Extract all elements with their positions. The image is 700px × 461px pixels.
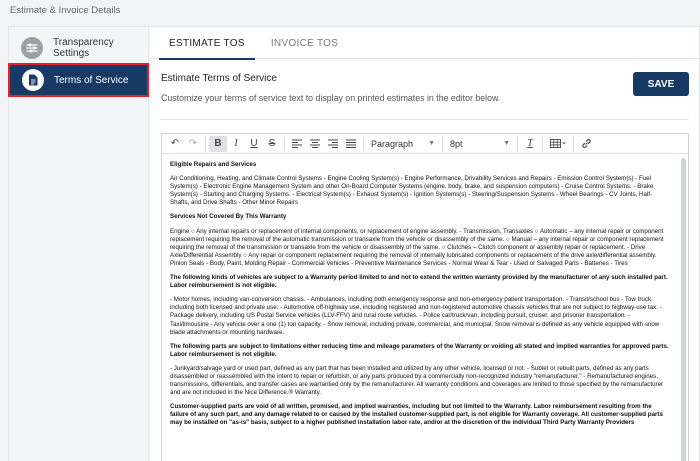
tos-heading-customer-parts: Customer-supplied parts are void of all written, promised, and implied warranties, including but not limited to the Warranty. Labor reimbursement resulting from the failure of any such part, and any damage related to or caused by the installed customer-supplied part, is not eligible for Warranty coverage. All customer-supplied parts may be installed on "as-is" basis, subject to a higher published installation labor rate, and/or at the discretion of the individual Third Party Warranty Providers bbox=[170, 403, 663, 427]
rich-text-editor bbox=[161, 133, 689, 461]
chevron-down-icon: ▼ bbox=[503, 140, 510, 147]
section-title: Estimate Terms of Service bbox=[161, 73, 277, 84]
italic-icon[interactable]: I bbox=[234, 138, 238, 149]
toolbar-separator bbox=[542, 137, 543, 151]
toolbar-separator bbox=[363, 137, 364, 151]
settings-panel bbox=[8, 26, 700, 461]
document-icon bbox=[22, 69, 44, 91]
sidebar-item-transparency-settings[interactable] bbox=[9, 31, 148, 65]
page-header: Estimate & Invoice Details bbox=[10, 5, 121, 16]
bold-icon[interactable]: B bbox=[209, 136, 227, 152]
save-button[interactable]: SAVE bbox=[633, 72, 689, 96]
tos-paragraph: Air Conditioning, Heating, and Climate Control Systems - Engine Cooling System(s) - Engine Performance, Drivability Services and Repairs - Emission Control System(s) - Fuel System(s) - Electronic Engine Management System and other On-Board Computer Systems (engine, body, brake, and suspension computers) - Cruise Control Systems. - Brake System(s) - Starting and Charging Systems. - Electrical System(s) - Exhaust System(s) - Ignition Systems(s) - Steering/Suspension Systems - Wheel Bearings - CV Joints, Half-Shafts, and Drive Shafts - Other Minor Repairs bbox=[170, 175, 654, 207]
sliders-icon bbox=[21, 37, 43, 59]
underline-icon[interactable]: U bbox=[250, 138, 258, 149]
sidebar-item-terms-of-service[interactable] bbox=[10, 65, 147, 95]
divider bbox=[159, 119, 689, 120]
paragraph-style-select[interactable] bbox=[367, 136, 439, 152]
toolbar-separator bbox=[284, 137, 285, 151]
section-description: Customize your terms of service text to display on printed estimates in the editor below. bbox=[161, 93, 501, 103]
font-size-select[interactable] bbox=[446, 136, 514, 152]
editor-toolbar bbox=[162, 134, 688, 154]
editor-content[interactable] bbox=[162, 155, 678, 461]
clear-format-icon[interactable]: T bbox=[527, 138, 533, 149]
editor-scrollbar[interactable] bbox=[681, 158, 686, 461]
paragraph-style-value: Paragraph bbox=[371, 138, 414, 149]
undo-icon[interactable]: ↶ bbox=[170, 138, 180, 149]
tab-invoice-tos[interactable]: INVOICE TOS bbox=[270, 38, 339, 49]
align-right-icon[interactable] bbox=[324, 136, 342, 152]
tos-heading-parts: The following parts are subject to limitations either reducing time and mileage parameters of the Warranty or voiding all stated and implied warranties for approved parts. Labor reimbursement is not eligible. bbox=[170, 342, 669, 358]
tos-paragraph: - Motor homes, including van-conversion chassis. - Ambulances, including both emergency response and non-emergency patient transportation. - Transit/school bus - Tow truck, including both licensed and private use. - Automotive off-highway use, including registered and non-registered automotive chassis vehicles that are not subject to highway-use tax. - Package delivery, including US Postal Service vehicles (LLV-FFV) and rural route vehicles. - Police car/truck/van, including pursuit, cruiser, and prisoner transportation. - Taxi/limousine - Any vehicle over a one (1) ton capacity. - Snow removal, including private, commercial, and municipal. Snow removal is defined as any vehicle equipped with snow blade attachments or mounting hardware. bbox=[170, 296, 662, 336]
sidebar bbox=[9, 27, 149, 461]
tos-paragraph: - Junkyard/salvage yard or used part, defined as any part that has been installed and utilized by any other vehicle, licensed or not. - Sublet or rebuilt parts, defined as any parts disassembled or reassembled with the intent to repair or refurbish, or any parts produced by a commercially non-recognized industry "remanufacturer." - Remanufactured engines, transmissions, differentials, and transfer cases are warrantied only by the remanufacturer. All warranty conditions and coverages are limited to those specified by the remanufacturer and are not included in the Nice Difference.® Warranty. bbox=[170, 364, 664, 397]
align-justify-icon[interactable] bbox=[342, 136, 360, 152]
align-left-icon[interactable] bbox=[288, 136, 306, 152]
toolbar-separator bbox=[205, 137, 206, 151]
tos-paragraph: Engine ○ Any internal repairs or replacement of internal components, or replacement of engine assembly. - Transmission, Transaxles ○ Automatic – any internal repair or component replacement requiring the removal of the automatic transmission or transaxle from the vehicle or disassembly of the same. ○ Manual – any internal repair or component replacement requiring the removal of the transmission or transaxle from the vehicle or disassembly of the same. ○ Clutches – Clutch component or assembly repair or replacement. - Drive Axle/Differential Assembly ○ Any repair or component replacement requiring the removal of internally lubricated components or replacement of the drive axle/differential assembly. Pinion Seals - Body, Paint, Molding Repair - Commercial Vehicles - Preventive Maintenance Services - Normal Wear & Tear - Used or Salvaged Parts - Batteries - Tires bbox=[170, 227, 664, 267]
toolbar-separator bbox=[442, 137, 443, 151]
align-center-icon[interactable] bbox=[306, 136, 324, 152]
link-icon[interactable] bbox=[577, 136, 595, 152]
main-content bbox=[149, 27, 699, 461]
sidebar-item-label: Transparency Settings bbox=[53, 37, 114, 59]
font-size-value: 8pt bbox=[450, 138, 463, 149]
table-icon[interactable] bbox=[546, 136, 570, 152]
chevron-down-icon: ▼ bbox=[428, 140, 435, 147]
tos-heading-not-covered: Services Not Covered By This Warranty bbox=[170, 213, 287, 221]
tab-estimate-tos[interactable]: ESTIMATE TOS bbox=[159, 27, 255, 59]
strikethrough-icon[interactable]: S bbox=[268, 138, 276, 149]
tab-bar bbox=[149, 27, 699, 59]
toolbar-separator bbox=[573, 137, 574, 151]
toolbar-separator bbox=[517, 137, 518, 151]
sidebar-item-label: Terms of Service bbox=[54, 74, 129, 86]
tos-heading-eligible: Eligible Repairs and Services bbox=[170, 161, 257, 168]
redo-icon[interactable]: ↷ bbox=[188, 138, 198, 149]
tos-heading-vehicles: The following kinds of vehicles are subject to a Warranty period limited to and not to extend the written warranty provided by the manufacturer of any such installed part. Labor reimbursement is not eligible. bbox=[170, 274, 668, 290]
